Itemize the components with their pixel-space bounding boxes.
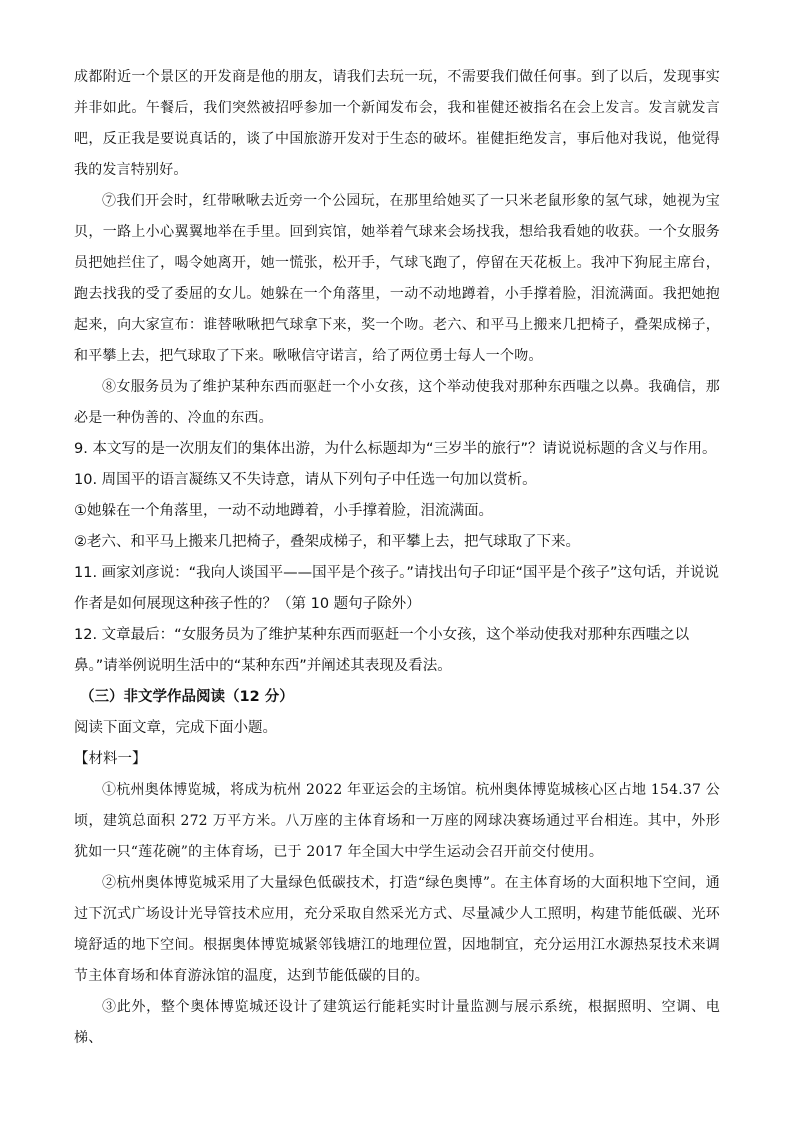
passage-paragraph-continued: 成都附近一个景区的开发商是他的朋友，请我们去玩一玩，不需要我们做任何事。到了以后，发现事实并非如此。午餐后，我们突然被招呼参加一个新闻发布会，我和崔健还被指名在会上发言。发言就发言吧，反正我是要说真话的，谈了中国旅游开发对于生态的破坏。崔健拒绝发言，事后他对我说，他觉得我的发言特别好。 bbox=[74, 69, 720, 178]
question-10: 10. 周国平的语言凝练又不失诗意，请从下列句子中任选一句加以赏析。 bbox=[74, 472, 537, 488]
passage-paragraph-7: ⑦我们开会时，红带啾啾去近旁一个公园玩，在那里给她买了一只米老鼠形象的氢气球，她视为宝贝，一路上小心翼翼地举在手里。回到宾馆，她举着气球来会场找我，想给我看她的收获。一个女服务员把她拦住了，喝令她离开，她一慌张，松开手，气球飞跑了，停留在天花板上。我冲下狗屁主席台，跑去找我的受了委屈的女儿。她躲在一个角落里，一动不动地蹲着，小手撑着脸，泪流满面。我把她抱起来，向大家宣布：谁替啾啾把气球拿下来，奖一个吻。老六、和平马上搬来几把椅子，叠架成梯子，和平攀上去，把气球取了下来。啾啾信守诺言，给了两位勇士每人一个吻。 bbox=[74, 193, 720, 364]
document-page bbox=[74, 62, 720, 1054]
section-3-instruction: 阅读下面文章，完成下面小题。 bbox=[74, 720, 277, 736]
material-1-paragraph-2: ②杭州奥体博览城采用了大量绿色低碳技术，打造“绿色奥博”。在主体育场的大面积地下空间，通过下沉式广场设计光导管技术应用，充分采取自然采光方式、尽量减少人工照明，构建节能低碳、光环境舒适的地下空间。根据奥体博览城紧邻钱塘江的地理位置，因地制宜，充分运用江水源热泵技术来调节主体育场和体育游泳馆的温度，达到节能低碳的目的。 bbox=[74, 875, 720, 984]
question-10-option-1: ①她躲在一个角落里，一动不动地蹲着，小手撑着脸，泪流满面。 bbox=[74, 503, 493, 519]
material-1-label: 【材料一】 bbox=[74, 751, 147, 767]
question-10-option-2: ②老六、和平马上搬来几把椅子，叠架成梯子，和平攀上去，把气球取了下来。 bbox=[74, 534, 580, 550]
question-12: 12. 文章最后：“女服务员为了维护某种东西而驱赶一个小女孩，这个举动使我对那种东西嗤之以鼻。”请举例说明生活中的“某种东西”并阐述其表现及看法。 bbox=[74, 627, 690, 674]
passage-paragraph-8: ⑧女服务员为了维护某种东西而驱赶一个小女孩，这个举动使我对那种东西嗤之以鼻。我确信，那必是一种伪善的、冷血的东西。 bbox=[74, 379, 720, 426]
question-9: 9. 本文写的是一次朋友们的集体出游，为什么标题却为“三岁半的旅行”？请说说标题的含义与作用。 bbox=[74, 441, 717, 457]
question-11: 11. 画家刘彦说：“我向人谈国平——国平是个孩子。”请找出句子印证“国平是个孩子”这句话，并说说作者是如何展现这种孩子性的？（第 10 题句子除外） bbox=[74, 565, 719, 612]
material-1-paragraph-3: ③此外，整个奥体博览城还设计了建筑运行能耗实时计量监测与展示系统，根据照明、空调、电梯、 bbox=[74, 999, 720, 1046]
section-3-title: （三）非文学作品阅读（12 分） bbox=[80, 689, 294, 705]
material-1-paragraph-1: ①杭州奥体博览城，将成为杭州 2022 年亚运会的主场馆。杭州奥体博览城核心区占地 154.37 公顷，建筑总面积 272 万平方米。八万座的主体育场和一万座的网球决赛场通过平台相连。其中，外形犹如一只“莲花碗”的主体育场，已于 2017 年全国大中学生运动会召开前交付使用。 bbox=[74, 782, 720, 860]
